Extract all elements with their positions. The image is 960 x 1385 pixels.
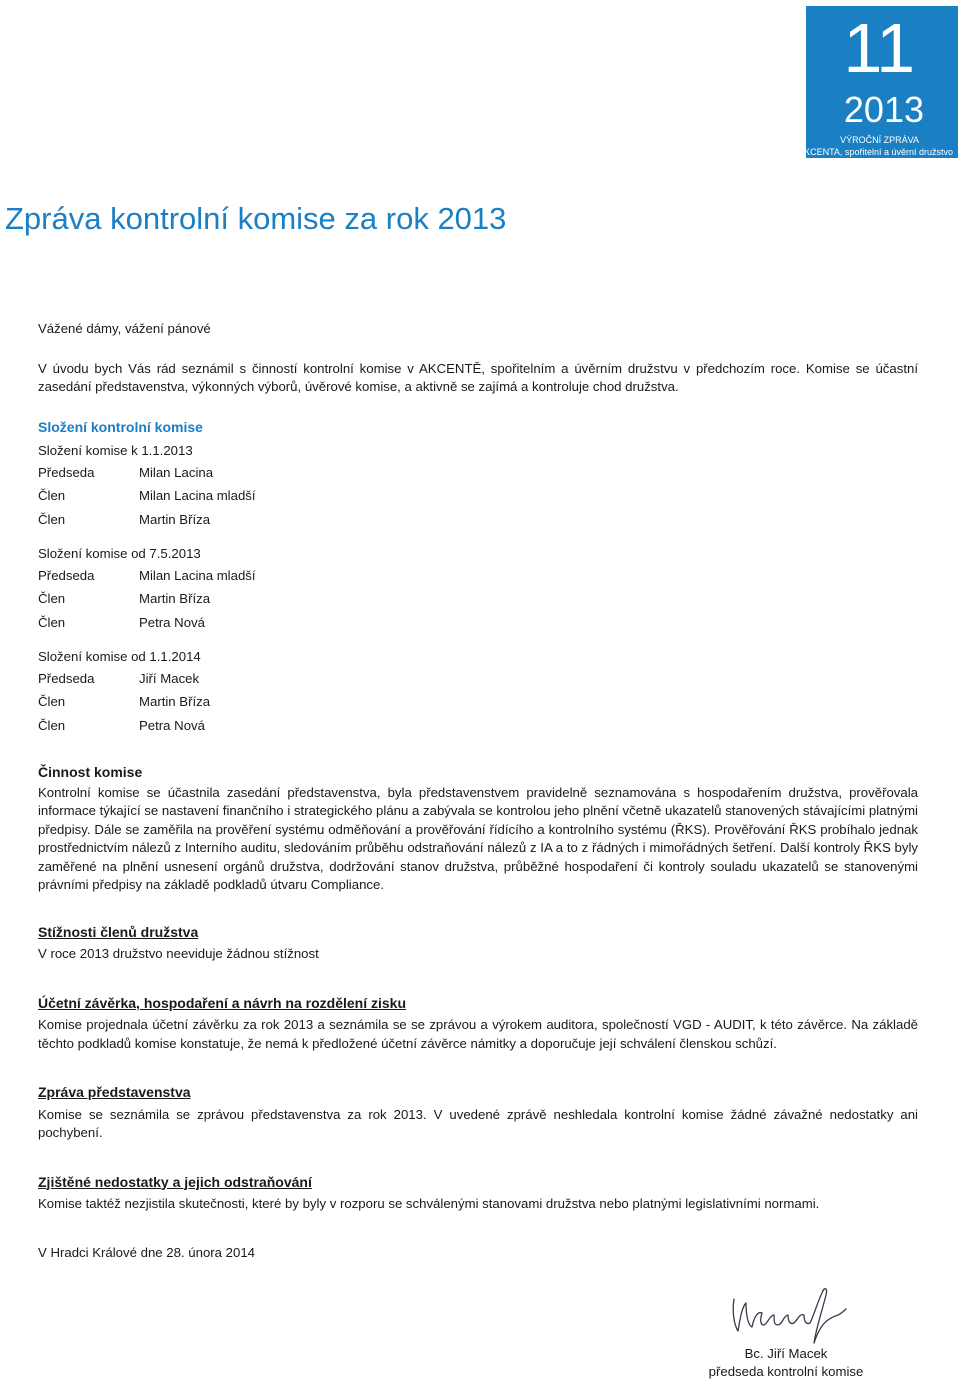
member-role: Člen xyxy=(38,694,66,709)
member-name: Martin Bříza xyxy=(139,591,211,606)
member-name: Milan Lacina mladší xyxy=(139,488,256,503)
place-date: V Hradci Králové dne 28. února 2014 xyxy=(38,1244,256,1260)
member-role: Člen xyxy=(38,511,66,527)
member-row xyxy=(38,611,918,635)
signature-image xyxy=(730,1285,848,1347)
board-report-paragraph: Komise se seznámila se zprávou představenstva za rok 2013. V uvedené zprávě neshledala kontrolní komise žádné závažné nedostatky ani pochybení. xyxy=(38,1106,918,1140)
signer-position: předseda kontrolní komise xyxy=(708,1364,864,1379)
member-name: Martin Bříza xyxy=(139,694,211,709)
intro-paragraph: V úvodu bych Vás rád seznámil s činností kontrolní komise v AKCENTĚ, spořitelním a úvěrním družstvu v předchozím roce. Komise se účastní zasedání představenstva, výkonných výborů, úvěrové komise, a aktivně se zajímá a kontroluje chod družstva. xyxy=(38,360,918,394)
member-role: Člen xyxy=(38,591,66,606)
member-list xyxy=(38,564,918,635)
member-role: Předseda xyxy=(38,464,95,480)
member-row xyxy=(38,690,918,714)
report-body xyxy=(38,320,918,1262)
company-name: AKCENTA, spořitelní a úvěrní družstvo xyxy=(798,147,953,157)
member-list xyxy=(38,461,918,532)
member-name: Petra Nová xyxy=(139,614,205,630)
member-role: Člen xyxy=(38,614,66,630)
accounts-paragraph: Komise projednala účetní závěrku za rok 2013 a seznámila se se zprávou a výrokem auditora, společností VGD - AUDIT, k této závěrce. Na základě těchto podkladů komise konstatuje, že nemá k předložené účetní závěrce námitky a doporučuje její schválení členskou schůzí. xyxy=(38,1017,918,1051)
member-row xyxy=(38,564,918,588)
deficiencies-heading: Zjištěné nedostatky a jejich odstraňování xyxy=(38,1173,312,1190)
signer-block xyxy=(700,1345,872,1381)
member-name: Milan Lacina xyxy=(139,464,214,480)
complaints-paragraph: V roce 2013 družstvo neeviduje žádnou stížnost xyxy=(38,946,319,961)
group-label: Složení komise od 7.5.2013 xyxy=(38,546,201,561)
composition-heading: Složení kontrolní komise xyxy=(38,418,203,435)
report-badge xyxy=(798,6,958,158)
chapter-number: 11 xyxy=(843,9,914,87)
member-row xyxy=(38,461,918,485)
member-role: Předseda xyxy=(38,670,95,686)
signer-name: Bc. Jiří Macek xyxy=(744,1346,828,1361)
composition-group xyxy=(38,442,918,531)
activity-paragraph: Kontrolní komise se účastnila zasedání představenstva, byla představenstvem pravidelně seznamována s hospodařením družstva, prověřovala informace týkající se nastavení finančního i strategického plánu a zabývala se kontrolou jeho plnění včetně ukazatelů stanovených stávajícími platnými předpisy. Dále se zaměřila na prověření systému odměňování a prověřování řídícího a kontrolního systému (ŘKS). Prověřování ŘKS probíhalo jednak prostřednictvím nálezů z Interního auditu, sledováním průběhu odstraňování nálezů z IA a to z řádných i mimořádných šetření. Další kontroly ŘKS byly zaměřené na plnění usnesení orgánů družstva, dodržování stanov družstva, průběžné hospodaření či kontroly souladu ukazatelů se stanovenými právními předpisy na základě podkladů útvaru Compliance. xyxy=(38,784,918,892)
member-role: Člen xyxy=(38,717,66,733)
member-row xyxy=(38,667,918,691)
board-report-heading: Zpráva představenstva xyxy=(38,1084,191,1100)
member-name: Martin Bříza xyxy=(139,511,211,527)
member-name: Jiří Macek xyxy=(139,670,200,686)
group-label: Složení komise k 1.1.2013 xyxy=(38,443,193,458)
composition-group xyxy=(38,648,918,737)
member-name: Petra Nová xyxy=(139,717,205,733)
report-label: VÝROČNÍ ZPRÁVA xyxy=(840,135,919,145)
member-name: Milan Lacina mladší xyxy=(139,567,256,583)
member-role: Člen xyxy=(38,488,66,503)
deficiencies-paragraph: Komise taktéž nezjistila skutečnosti, které by byly v rozporu se schválenými stanovami družstva nebo platnými legislativními normami. xyxy=(38,1196,820,1211)
page-title: Zpráva kontrolní komise za rok 2013 xyxy=(5,201,507,236)
group-label: Složení komise od 1.1.2014 xyxy=(38,649,201,664)
member-row xyxy=(38,508,918,532)
member-list xyxy=(38,667,918,738)
accounts-heading: Účetní závěrka, hospodaření a návrh na rozdělení zisku xyxy=(38,994,407,1011)
member-role: Předseda xyxy=(38,567,95,583)
member-row xyxy=(38,484,918,508)
member-row xyxy=(38,587,918,611)
report-year: 2013 xyxy=(843,89,924,130)
complaints-heading: Stížnosti členů družstva xyxy=(38,923,199,940)
greeting: Vážené dámy, vážení pánové xyxy=(38,321,211,336)
composition-group xyxy=(38,545,918,634)
activity-heading: Činnost komise xyxy=(38,764,143,780)
member-row xyxy=(38,714,918,738)
